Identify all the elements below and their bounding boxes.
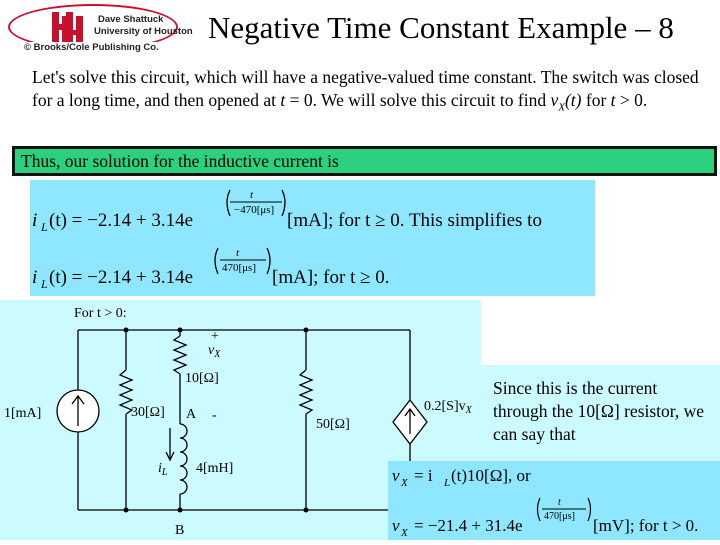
intro-text-2: = 0. We will solve this circuit to find	[285, 90, 551, 110]
eq2-exp-den: 470[μs]	[222, 262, 257, 274]
vx-eq2-sub: X	[401, 527, 408, 539]
vx-eq1-tail: (t)10[Ω], or	[451, 466, 531, 485]
vx-eq2-tail: [mV]; for t > 0.	[593, 516, 699, 535]
inductor-label: 4[mH]	[196, 461, 234, 476]
r50-label: 50[Ω]	[316, 417, 350, 432]
eq1-tail: [mA]; for t ≥ 0. This simplifies to	[287, 210, 542, 231]
vx-eq2-rest: = −21.4 + 31.4e	[414, 516, 523, 535]
node-b-label: B	[175, 523, 185, 538]
solution-banner-text: Thus, our solution for the inductive current is	[21, 151, 339, 171]
eq1-exp-den: −470[μs]	[234, 204, 275, 216]
intro-vx: $v_X(t)$	[550, 90, 582, 114]
eq2-i: i	[32, 267, 38, 288]
vx-eq1-rest: = i	[414, 466, 433, 485]
r10-label: 10[Ω]	[185, 371, 219, 386]
vx-equations	[388, 461, 720, 540]
eq1-i: i	[32, 210, 38, 231]
vx-eq2-exp-num: t	[558, 497, 561, 508]
side-note-text: Since this is the current through the 10[Ω] resistor, we can say that	[493, 378, 705, 444]
vx-eq1-v: v	[392, 466, 400, 485]
eq2-exp-num: t	[236, 247, 240, 259]
vx-eq2-v: v	[392, 516, 400, 535]
il-label: $i_L$	[158, 461, 168, 478]
r30-label: 30[Ω]	[131, 405, 165, 420]
vx-eq1-sub: X	[401, 477, 408, 489]
equation-svg	[30, 180, 595, 296]
eq2-tail: [mA]; for t ≥ 0.	[272, 267, 390, 288]
intro-text-1: Let's solve this circuit, which will have a negative-valued time constant. The switch was closed for a long time, and then opened at	[32, 67, 699, 110]
eq1-sub: L	[41, 220, 48, 234]
eq1-body: (t) = −2.14 + 3.14e	[49, 210, 194, 231]
eq2-body: (t) = −2.14 + 3.14e	[49, 267, 194, 288]
logo-publisher: © Brooks/Cole Publishing Co.	[24, 42, 159, 53]
intro-t2: t	[610, 90, 616, 110]
source-label: 1[mA]	[4, 406, 42, 421]
vx-eq2-exp-den: 470[μs]	[544, 511, 575, 522]
vx-label: $v_X$	[208, 343, 221, 360]
eq2-sub: L	[41, 277, 48, 291]
vx-equation-svg	[388, 461, 720, 540]
vx-eq1-l: L	[444, 477, 451, 489]
intro-text-4: > 0.	[615, 90, 648, 110]
circuit-heading: For t > 0:	[74, 306, 127, 321]
solution-banner	[12, 146, 717, 176]
intro-t: t	[280, 90, 286, 110]
slide-title: Negative Time Constant Example – 8	[208, 10, 674, 45]
uh-emblem-icon	[48, 10, 88, 44]
vx-minus: -	[212, 408, 217, 423]
intro-text-3: for	[581, 90, 611, 110]
uh-logo	[8, 4, 193, 54]
eq1-exp-num: t	[250, 189, 254, 201]
vx-plus: +	[211, 329, 219, 344]
inductor-current-equations	[30, 180, 595, 296]
intro-paragraph	[32, 66, 704, 120]
logo-university: University of Houston	[94, 26, 193, 37]
logo-author: Dave Shattuck	[98, 14, 164, 25]
dep-source-label: $0.2[S]v_X$	[424, 399, 472, 416]
node-a-label: A	[186, 407, 197, 422]
